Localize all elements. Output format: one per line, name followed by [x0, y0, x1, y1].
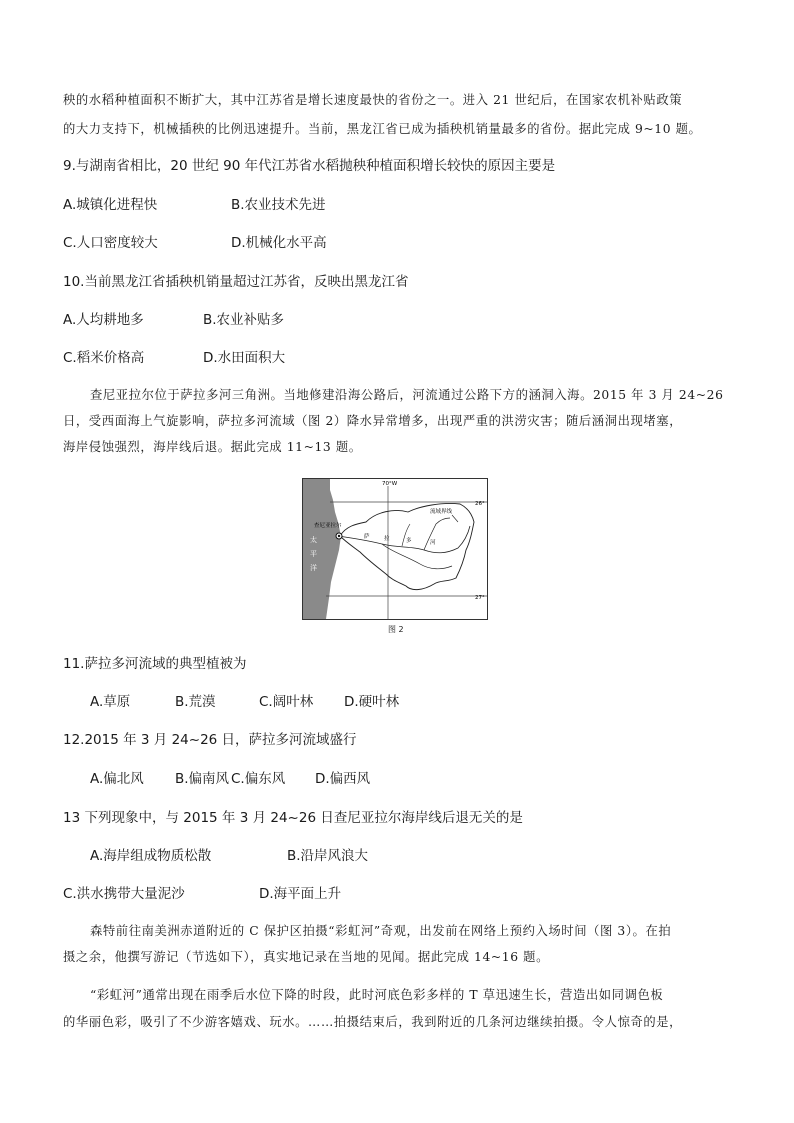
- town-label: 查尼亚拉尔: [314, 523, 342, 529]
- q10-option-c: C.稻米价格高: [63, 350, 145, 366]
- passage1-line1: 秧的水稻种植面积不断扩大，其中江苏省是增长速度最快的省份之一。进入 21 世纪后，在国家农机补贴政策: [63, 93, 683, 107]
- lon-label: 70°W: [382, 481, 398, 487]
- q10-option-a: A.人均耕地多: [63, 312, 144, 328]
- q9-option-a: A.城镇化进程快: [63, 197, 158, 213]
- q12-option-a: A.偏北风: [90, 771, 144, 787]
- passage2-line1: 查尼亚拉尔位于萨拉多河三角洲。当地修建沿海公路后，河流通过公路下方的涵洞入海。2015 年 3 月 24~26: [90, 388, 724, 402]
- figure-caption: 图 2: [388, 625, 404, 634]
- passage3-line2: 摄之余，他撰写游记（节选如下），真实地记录在当地的见闻。据此完成 14~16 题。: [63, 950, 549, 964]
- q13-stem: 13 下列现象中，与 2015 年 3 月 24~26 日查尼亚拉尔海岸线后退无关的是: [63, 810, 523, 826]
- q9-stem: 9.与湖南省相比，20 世纪 90 年代江苏省水稻抛秧种植面积增长较快的原因主要是: [63, 158, 556, 174]
- q11-stem: 11.萨拉多河流域的典型植被为: [63, 656, 247, 672]
- lat-top-label: 26°: [475, 501, 485, 507]
- boundary-label: 流域界线: [430, 509, 453, 515]
- q12-option-b: B.偏南风: [175, 771, 230, 787]
- q10-option-b: B.农业补贴多: [203, 312, 285, 328]
- river-char-2: 多: [406, 538, 412, 544]
- basin-map: [302, 478, 492, 620]
- river-char-3: 河: [430, 540, 436, 546]
- q9-option-b: B.农业技术先进: [231, 197, 326, 213]
- q13-option-c: C.洪水携带大量泥沙: [63, 886, 185, 902]
- passage2-line2: 日，受西面海上气旋影响，萨拉多河流域（图 2）降水异常增多，出现严重的洪涝灾害；随后涵洞出现堵塞，: [63, 414, 683, 428]
- q10-option-d: D.水田面积大: [203, 350, 286, 366]
- q11-option-a: A.草原: [90, 694, 131, 710]
- river-char-1: 拉: [384, 536, 390, 542]
- passage3-line3: “彩虹河”通常出现在雨季后水位下降的时段，此时河底色彩多样的 T 草迅速生长，营造出如同调色板: [90, 988, 664, 1002]
- ocean-char-2: 洋: [310, 564, 317, 572]
- q11-option-d: D.硬叶林: [344, 694, 400, 710]
- q13-option-b: B.沿岸风浪大: [287, 848, 369, 864]
- town-marker-dot: [338, 535, 340, 537]
- ocean-char-1: 平: [310, 550, 317, 558]
- river-char-0: 萨: [364, 534, 370, 540]
- q13-option-d: D.海平面上升: [259, 886, 342, 902]
- q12-option-c: C.偏东风: [231, 771, 286, 787]
- ocean-char-0: 太: [310, 536, 317, 544]
- basin-map-figure: [302, 478, 492, 620]
- q13-option-a: A.海岸组成物质松散: [90, 848, 212, 864]
- passage1-line2: 的大力支持下，机械插秧的比例迅速提升。当前，黑龙江省已成为插秧机销量最多的省份。据此完成 9~10 题。: [63, 122, 702, 136]
- q11-option-b: B.荒漠: [175, 694, 216, 710]
- q9-option-c: C.人口密度较大: [63, 235, 158, 251]
- q11-option-c: C.阔叶林: [259, 694, 314, 710]
- q12-option-d: D.偏西风: [315, 771, 371, 787]
- passage2-line3: 海岸侵蚀强烈，海岸线后退。据此完成 11~13 题。: [63, 440, 362, 454]
- passage3-line4: 的华丽色彩，吸引了不少游客嬉戏、玩水。……拍摄结束后，我到附近的几条河边继续拍摄。令人惊奇的是，: [63, 1015, 683, 1029]
- q12-stem: 12.2015 年 3 月 24~26 日，萨拉多河流域盛行: [63, 732, 357, 748]
- passage3-line1: 森特前往南美洲赤道附近的 C 保护区拍摄“彩虹河”奇观，出发前在网络上预约入场时间（图 3）。在拍: [90, 924, 672, 938]
- lat-bottom-label: 27°: [475, 595, 485, 601]
- q10-stem: 10.当前黑龙江省插秧机销量超过江苏省，反映出黑龙江省: [63, 274, 409, 290]
- q9-option-d: D.机械化水平高: [231, 235, 327, 251]
